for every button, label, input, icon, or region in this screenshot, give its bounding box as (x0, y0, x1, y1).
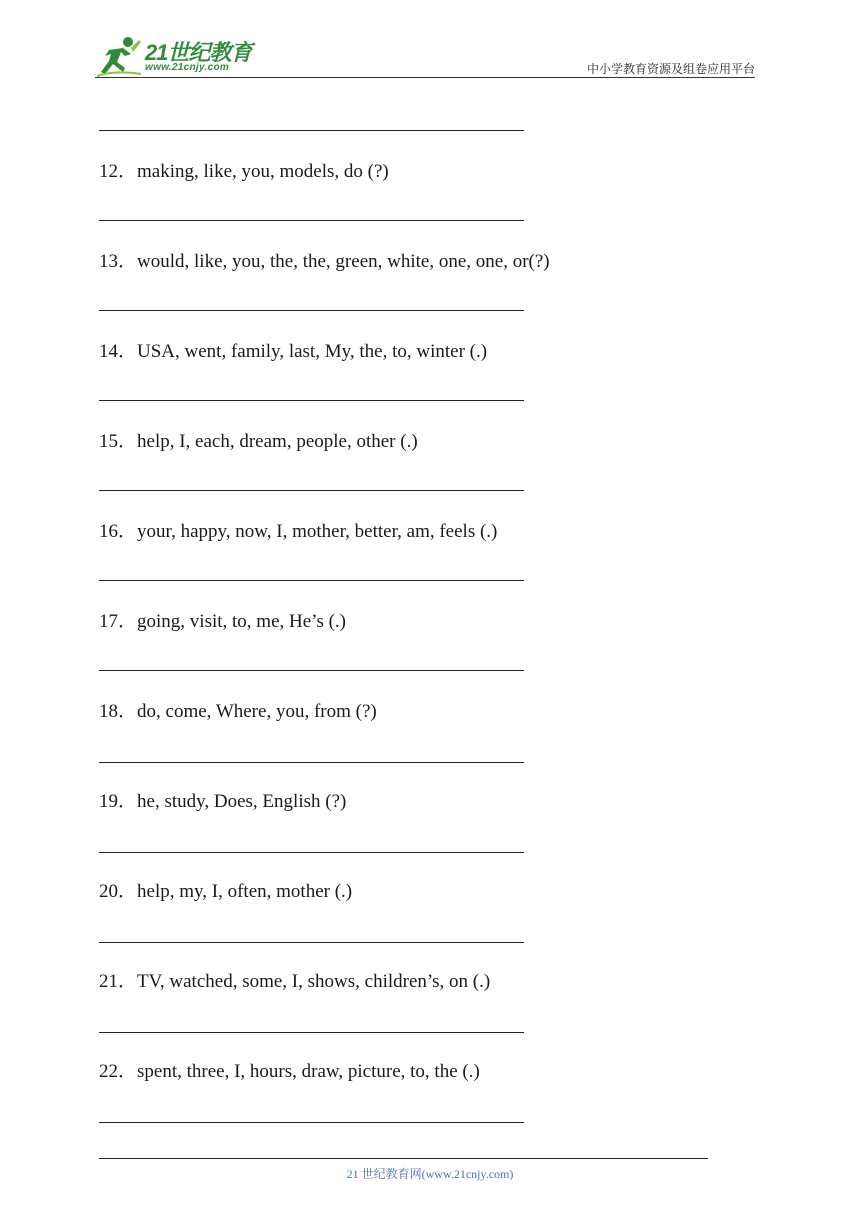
question-21 (99, 966, 490, 993)
question-20 (99, 876, 352, 903)
question-13 (99, 246, 550, 273)
question-12 (99, 156, 389, 183)
answer-line-15[interactable] (99, 490, 524, 491)
question-14 (99, 336, 487, 363)
question-text: spent, three, I, hours, draw, picture, to, the (.) (137, 1061, 480, 1082)
question-text: would, like, you, the, the, green, white, one, one, or(?) (137, 251, 550, 272)
answer-line-13[interactable] (99, 310, 524, 311)
answer-line-21[interactable] (99, 1032, 524, 1033)
question-number: 22． (99, 1061, 138, 1082)
question-number: 15． (99, 431, 138, 452)
answer-line-22[interactable] (99, 1122, 524, 1123)
answer-line-17[interactable] (99, 670, 524, 671)
question-number: 21． (99, 971, 138, 992)
question-text: help, my, I, often, mother (.) (137, 881, 353, 902)
question-18 (99, 696, 377, 723)
question-16 (99, 516, 497, 543)
question-number: 12． (99, 161, 138, 182)
answer-line[interactable] (99, 130, 524, 131)
question-22 (99, 1056, 480, 1083)
question-15 (99, 426, 418, 453)
answer-line-20[interactable] (99, 942, 524, 943)
question-text: going, visit, to, me, He’s (.) (137, 611, 346, 632)
answer-line-16[interactable] (99, 580, 524, 581)
header-platform-text: 中小学教育资源及组卷应用平台 (586, 62, 755, 76)
question-text: help, I, each, dream, people, other (.) (137, 431, 418, 452)
logo-url: www.21cnjy.com (145, 62, 230, 73)
answer-line-14[interactable] (99, 400, 524, 401)
question-17 (99, 606, 346, 633)
question-text: do, come, Where, you, from (?) (137, 701, 377, 722)
question-number: 17． (99, 611, 138, 632)
logo-title: 21世纪教育 (145, 40, 252, 65)
question-number: 16． (99, 521, 138, 542)
question-text: USA, went, family, last, My, the, to, winter (.) (137, 341, 488, 362)
logo (95, 34, 265, 78)
question-number: 20． (99, 881, 138, 902)
answer-line-19[interactable] (99, 852, 524, 853)
runner-logo-icon (95, 34, 145, 78)
question-text: he, study, Does, English (?) (137, 791, 347, 812)
answer-line-12[interactable] (99, 220, 524, 221)
question-text: your, happy, now, I, mother, better, am, feels (.) (137, 521, 498, 542)
header-divider (95, 77, 755, 78)
question-number: 13． (99, 251, 138, 272)
question-number: 19． (99, 791, 138, 812)
footer-divider (99, 1158, 708, 1159)
footer-website-text: 21 世纪教育网(www.21cnjy.com) (346, 1167, 514, 1181)
page-header (95, 34, 755, 78)
question-19 (99, 786, 346, 813)
question-number: 14． (99, 341, 138, 362)
question-text: making, like, you, models, do (?) (137, 161, 389, 182)
question-text: TV, watched, some, I, shows, children’s, on (.) (137, 971, 491, 992)
answer-line-18[interactable] (99, 762, 524, 763)
question-number: 18． (99, 701, 138, 722)
